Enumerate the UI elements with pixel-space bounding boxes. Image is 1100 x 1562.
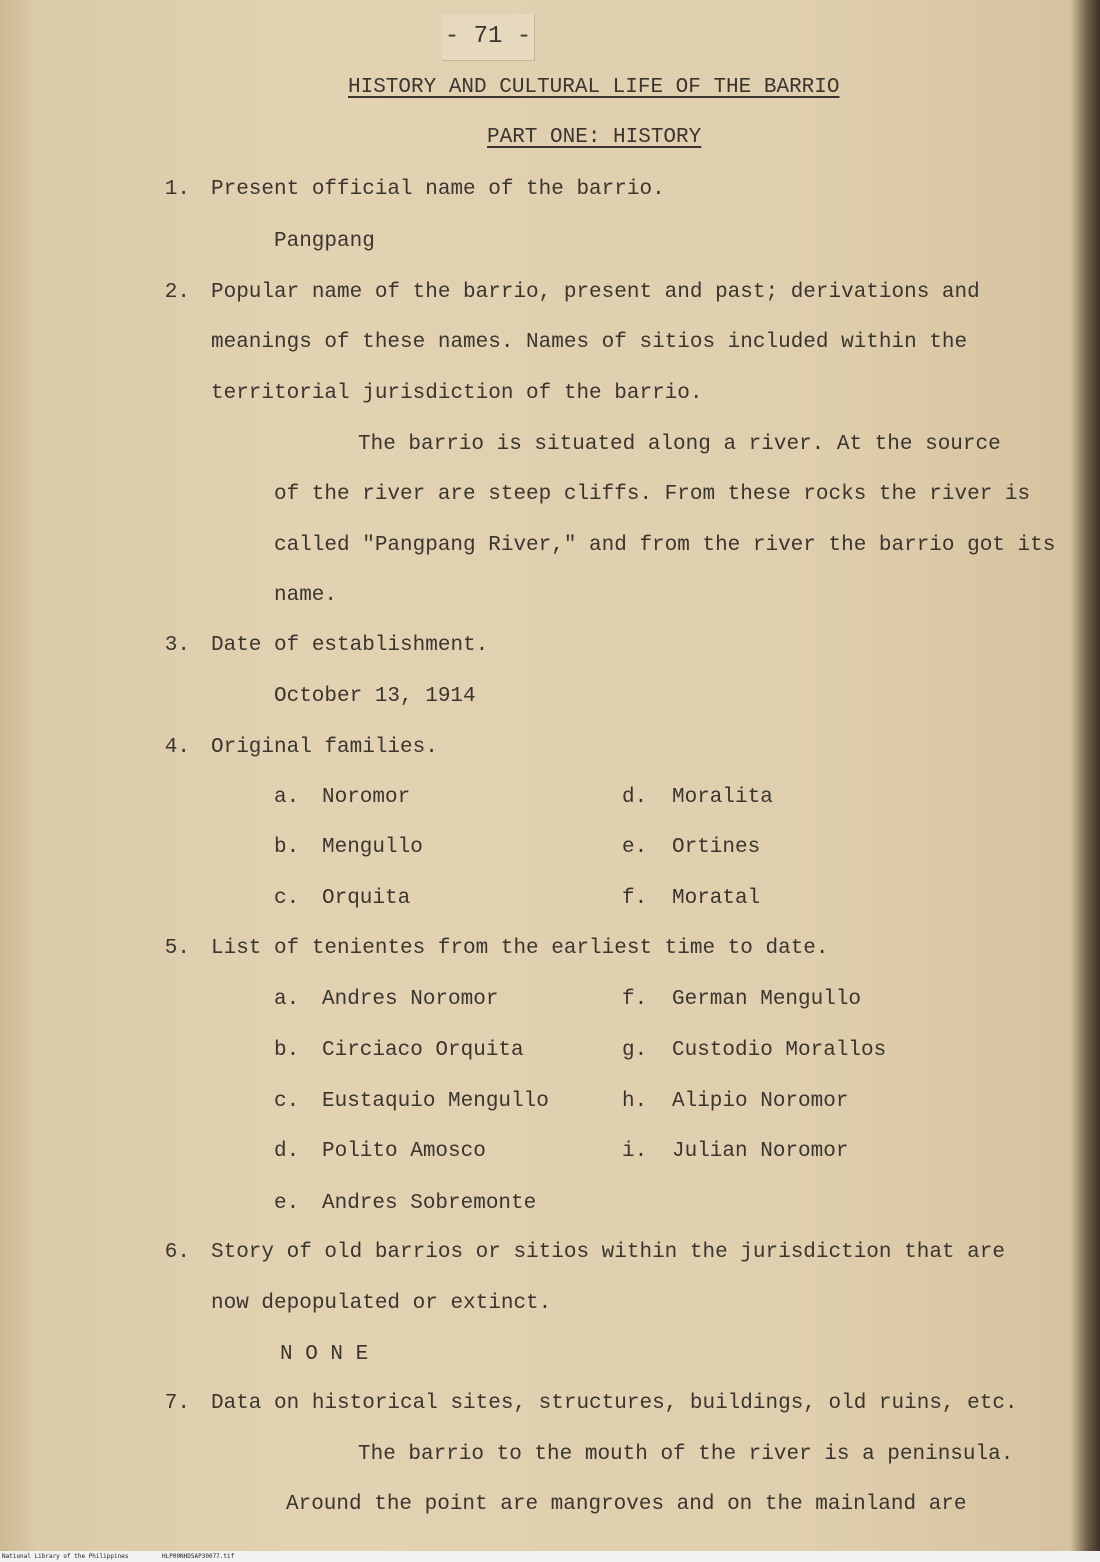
page-number: - 71 - [442,14,535,61]
answer-line: called "Pangpang River," and from the river the barrio got its [274,534,1056,557]
list-entry: Mengullo [322,836,423,859]
item-number: 6. [164,1241,190,1264]
document-title: HISTORY AND CULTURAL LIFE OF THE BARRIO [348,76,840,99]
scan-footer [0,1551,1100,1562]
item-number: 7. [164,1392,190,1415]
list-letter: d. [622,786,648,809]
list-letter: e. [622,836,648,859]
question-line: territorial jurisdiction of the barrio. [211,382,703,405]
list-entry: German Mengullo [672,988,862,1011]
answer-line: Around the point are mangroves and on the mainland are [286,1493,967,1516]
item-number: 1. [164,178,190,201]
list-letter: c. [274,1090,300,1113]
question-line: Present official name of the barrio. [211,178,665,201]
question-line: Popular name of the barrio, present and past; derivations and [211,281,980,304]
section-heading: PART ONE: HISTORY [487,126,702,149]
list-entry: Orquita [322,887,411,910]
list-letter: f. [622,988,648,1011]
question-line: Data on historical sites, structures, buildings, old ruins, etc. [211,1392,1018,1415]
list-entry: Andres Sobremonte [322,1192,537,1215]
list-entry: Polito Amosco [322,1140,486,1163]
list-letter: a. [274,988,300,1011]
question-line: Original families. [211,736,438,759]
list-entry: Moratal [672,887,761,910]
list-entry: Eustaquio Mengullo [322,1090,549,1113]
list-entry: Circiaco Orquita [322,1039,524,1062]
list-letter: b. [274,836,300,859]
list-entry: Julian Noromor [672,1140,849,1163]
item-number: 2. [164,281,190,304]
list-letter: g. [622,1039,648,1062]
footer-library: National Library of the Philippines [2,1553,129,1560]
answer-line: The barrio is situated along a river. At the source [358,433,1001,456]
item-number: 3. [164,634,190,657]
list-letter: b. [274,1039,300,1062]
list-entry: Noromor [322,786,411,809]
answer-line: The barrio to the mouth of the river is a peninsula. [358,1443,1014,1466]
list-entry: Alipio Noromor [672,1090,849,1113]
list-letter: h. [622,1090,648,1113]
question-line: now depopulated or extinct. [211,1292,552,1315]
list-entry: Moralita [672,786,773,809]
list-entry: Custodio Morallos [672,1039,887,1062]
question-line: meanings of these names. Names of sitios included within the [211,331,968,354]
list-letter: e. [274,1192,300,1215]
answer-line: N O N E [280,1343,369,1366]
item-number: 4. [164,736,190,759]
question-line: Date of establishment. [211,634,489,657]
question-line: Story of old barrios or sitios within the jurisdiction that are [211,1241,1005,1264]
list-entry: Andres Noromor [322,988,499,1011]
item-number: 5. [164,937,190,960]
list-entry: Ortines [672,836,761,859]
answer-line: October 13, 1914 [274,685,476,708]
list-letter: d. [274,1140,300,1163]
list-letter: c. [274,887,300,910]
answer-line: of the river are steep cliffs. From these rocks the river is [274,483,1031,506]
footer-filename: HLP00NHDSAP30077.tif [162,1553,235,1560]
answer-line: Pangpang [274,230,375,253]
answer-line: name. [274,584,338,607]
question-line: List of tenientes from the earliest time to date. [211,937,829,960]
list-letter: f. [622,887,648,910]
list-letter: i. [622,1140,648,1163]
list-letter: a. [274,786,300,809]
